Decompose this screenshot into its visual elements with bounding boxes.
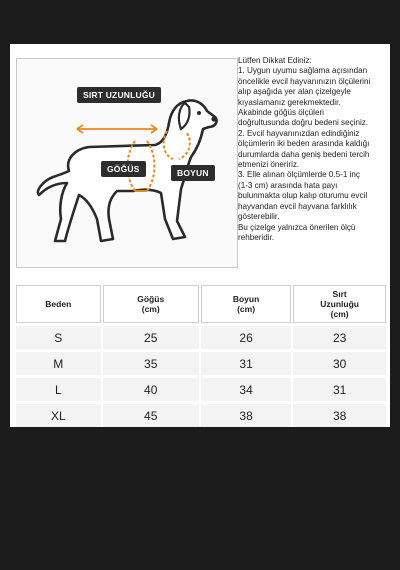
notes-line: etmenizi öneririz. (238, 160, 300, 170)
notes-line: gösterebilir. (238, 212, 280, 222)
header-chest (103, 285, 199, 323)
back-length-label: SIRT UZUNLUĞU (77, 87, 161, 103)
top-dark-band (0, 0, 400, 44)
cell-chest: 45 (103, 404, 199, 427)
notes-line: Akabinde göğüs ölçüleri (238, 108, 324, 118)
dog-eye-dot (197, 111, 201, 115)
notes-line: kıyaslamanız gerekmektedir. (238, 97, 341, 107)
table-row (16, 352, 386, 375)
notes-line: rehberidir. (238, 232, 274, 242)
table-row (16, 404, 386, 427)
cell-chest: 35 (103, 352, 199, 375)
bottom-dark-band (0, 427, 400, 570)
dog-nose-dot (211, 116, 216, 121)
notes-line: öncelikle evcil hayvanınızın ölçülerini (238, 76, 371, 86)
cell-chest: 40 (103, 378, 199, 401)
header-neck (201, 285, 291, 323)
header-size (16, 285, 101, 323)
header-back-line-2: Uzunluğu (320, 299, 359, 309)
cell-back-length: 31 (293, 378, 386, 401)
cell-size: S (16, 326, 101, 349)
header-neck-unit: (cm) (237, 304, 256, 314)
table-header-row (16, 285, 386, 323)
header-back-line-1: Sırt (332, 289, 347, 299)
notes-line: ölçümlerin iki beden arasında kaldığı (238, 139, 370, 149)
cell-neck: 38 (201, 404, 291, 427)
cell-size: XL (16, 404, 101, 427)
table-row (16, 326, 386, 349)
notes-line: (1-3 cm) arasında hata payı (238, 180, 338, 190)
cell-back-length: 30 (293, 352, 386, 375)
cell-neck: 31 (201, 352, 291, 375)
header-back-length (293, 285, 386, 323)
notes-line: Lütfen Dikkat Ediniz: (238, 56, 312, 65)
table-row (16, 378, 386, 401)
notes-line: hayvandan evcil hayvana farklılık (238, 201, 357, 211)
notes-line: alıp aşağıda yer alan çizelgeyle (238, 87, 351, 97)
cell-back-length: 23 (293, 326, 386, 349)
size-guide-notes (238, 56, 388, 243)
cell-size: L (16, 378, 101, 401)
cell-chest: 25 (103, 326, 199, 349)
header-chest-line: Göğüs (137, 294, 165, 304)
header-back-unit: (cm) (330, 309, 349, 319)
header-neck-line: Boyun (232, 294, 260, 304)
notes-line: 3. Elle alınan ölçümlerde 0.5-1 inç (238, 170, 360, 180)
notes-line: Bu çizelge yalnızca önerilen ölçü (238, 222, 356, 232)
chest-label: GÖĞÜS (101, 161, 146, 177)
notes-line: 2. Evcil hayvanınızdan edindiğiniz (238, 128, 360, 138)
notes-line: 1. Uygun uyumu sağlama açısından (238, 66, 368, 76)
cell-back-length: 38 (293, 404, 386, 427)
header-size-line: Beden (45, 299, 72, 309)
size-table (14, 282, 388, 430)
cell-neck: 26 (201, 326, 291, 349)
size-guide-sheet (10, 44, 390, 427)
neck-label: BOYUN (171, 165, 215, 181)
cell-neck: 34 (201, 378, 291, 401)
cell-size: M (16, 352, 101, 375)
dog-measurement-figure (16, 58, 238, 268)
notes-line: doğrultusunda doğru bedeni seçiniz. (238, 118, 369, 128)
notes-line: durumlarda daha geniş bedeni tercih (238, 149, 370, 159)
notes-line: bulunmakta olup kalıp oturumu evcil (238, 191, 368, 201)
header-chest-unit: (cm) (141, 304, 160, 314)
